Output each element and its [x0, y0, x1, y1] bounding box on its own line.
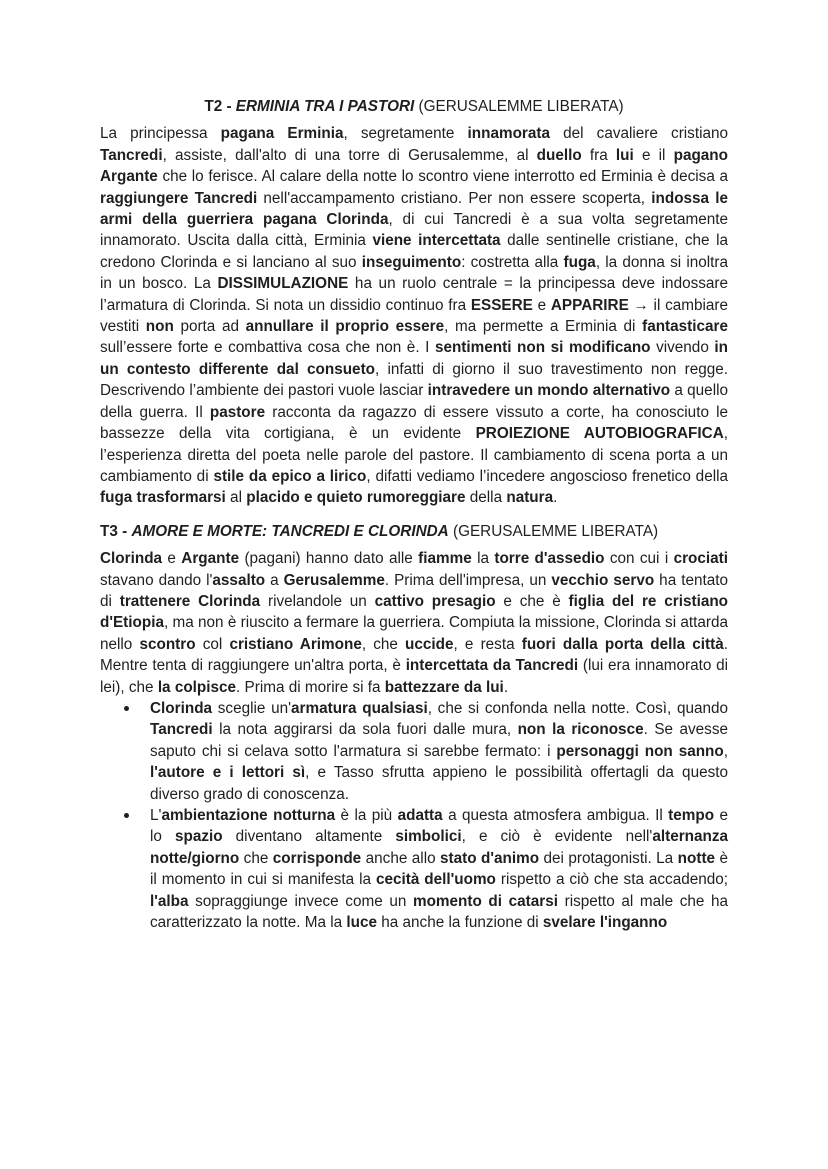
bold-text: svelare l'inganno — [542, 914, 668, 932]
bold-text: Gerusalemme — [283, 571, 385, 589]
text-run: a quello della guerra. Il — [100, 382, 728, 421]
list-item-text — [150, 807, 728, 931]
heading-code: T2 - — [204, 98, 236, 115]
text-run: dalle sentinelle cristiane, che la credono Clorinda e si lanciano al suo — [100, 232, 728, 271]
text-run: porta ad — [173, 318, 246, 336]
bold-text: trattenere Clorinda — [119, 592, 261, 610]
list-item — [100, 698, 728, 805]
text-run: , che si confonda nella notte. Così, quando — [427, 699, 728, 717]
bold-text: lui — [615, 146, 634, 164]
paragraph-t3 — [100, 548, 728, 698]
bold-text: armatura qualsiasi — [291, 699, 428, 717]
text-run: L' — [150, 807, 162, 824]
text-run: rispetto a ciò che sta accadendo; — [495, 871, 728, 889]
bold-text: raggiungere Tancredi — [100, 189, 258, 207]
document-page — [100, 96, 728, 933]
text-run: . — [553, 489, 558, 507]
text-run: vivendo — [650, 339, 715, 357]
text-run: e il — [633, 146, 674, 164]
text-run: e — [162, 550, 182, 568]
bold-text: DISSIMULAZIONE — [217, 275, 349, 293]
bold-text: ESSERE — [470, 296, 533, 314]
bold-text: luce — [346, 914, 378, 932]
bold-text: placido e quieto rumoreggiare — [246, 489, 466, 507]
text-run: (pagani) hanno dato alle — [239, 550, 419, 568]
bold-text: pastore — [209, 403, 266, 421]
text-run: . Prima dell'impresa, un — [384, 571, 552, 589]
text-run: , di cui Tancredi è a sua volta segretamente innamorato. Uscita dalla città, Erminia — [100, 211, 728, 250]
bold-text: non — [145, 318, 174, 336]
text-run: La principessa — [100, 125, 221, 143]
bold-text: indossa le armi della guerriera pagana Clorinda — [100, 189, 729, 229]
bold-text: battezzare da lui — [384, 678, 504, 696]
text-run: , e Tasso sfrutta appieno le possibilità offertagli da questo diverso grado di conoscenza. — [150, 764, 728, 803]
bold-text: personaggi non sanno — [556, 742, 724, 760]
text-run: : costretta alla — [461, 253, 564, 271]
bold-text: Clorinda — [100, 550, 163, 568]
text-run: , segretamente — [343, 125, 468, 143]
text-run: sull’essere forte e combattiva cosa che non è. I — [100, 339, 435, 357]
text-run: , — [723, 742, 728, 760]
text-run: e — [532, 296, 551, 314]
text-run: sceglie un' — [212, 699, 292, 717]
text-run: al — [225, 489, 247, 507]
bold-text: innamorata — [467, 125, 550, 143]
bold-text: fantasticare — [642, 318, 728, 336]
list-item — [100, 805, 728, 933]
bold-text: duello — [536, 146, 582, 164]
bold-text: stile da epico a lirico — [213, 467, 367, 485]
bold-text: vecchio servo — [551, 571, 655, 589]
text-run: (lui era innamorato di lei), che — [100, 657, 729, 696]
bold-text: figlia del re cristiano d'Etiopia — [100, 592, 729, 632]
bold-text: annullare il proprio essere — [245, 318, 445, 336]
paragraph-t2 — [100, 123, 728, 508]
heading-title: AMORE E MORTE: TANCREDI E CLORINDA — [131, 522, 449, 540]
text-run: rispetto al male che ha caratterizzato la notte. Ma la — [150, 892, 728, 932]
text-run: stavano dando l' — [100, 571, 213, 589]
text-run: fra — [581, 146, 616, 164]
bold-text: PROIEZIONE AUTOBIOGRAFICA — [475, 425, 724, 443]
bold-text: notte — [677, 849, 716, 867]
text-run: è la più — [335, 807, 398, 824]
bold-text: non la riconosce — [517, 721, 644, 739]
bold-text: Tancredi — [150, 721, 213, 739]
heading-source: (GERUSALEMME LIBERATA) — [414, 98, 624, 115]
bold-text: fuga — [563, 253, 596, 271]
bold-text: tempo — [668, 807, 715, 824]
bold-text: inseguimento — [361, 253, 462, 271]
bold-text: stato d'animo — [440, 849, 540, 867]
bold-text: simbolici — [395, 828, 462, 846]
text-run: a — [265, 571, 284, 589]
text-run: racconta da ragazzo di essere vissuto a corte, ha conosciuto le bassezze della vita cortigiana, è un evidente — [100, 403, 728, 443]
text-run: . Se avesse saputo chi si celava sotto l'armatura si sarebbe fermato: i — [150, 721, 728, 760]
bold-text: cattivo presagio — [374, 592, 496, 610]
text-run: , la donna si inoltra in un bosco. La — [100, 253, 729, 293]
bold-text: APPARIRE — [550, 296, 629, 314]
text-run: . Mentre tenta di raggiungere un'altra porta, è — [100, 635, 728, 675]
text-run: , assiste, dall'alto di una torre di Gerusalemme, al — [162, 146, 537, 164]
text-run: , ma non è riuscito a fermare la guerriera. Compiuta la missione, Clorinda si attarda nello — [100, 614, 728, 653]
text-run: ha anche la funzione di — [377, 914, 543, 932]
text-run: della — [465, 489, 507, 507]
text-run: che lo ferisce. Al calare della notte lo scontro viene interrotto ed Erminia è decisa a — [157, 168, 728, 186]
text-run: , l’esperienza diretta del poeta nelle parole del pastore. Il cambiamento di scena porta a un cambiamento di — [100, 425, 728, 485]
text-run: , e ciò è evidente nell' — [461, 828, 653, 846]
text-run: e lo — [150, 807, 728, 846]
bold-text: Tancredi — [100, 146, 163, 164]
text-run: e che è — [495, 592, 569, 610]
text-run: sopraggiunge invece come un — [188, 892, 413, 910]
bold-text: viene intercettata — [372, 232, 501, 250]
bold-text: sentimenti non si modificano — [434, 339, 651, 357]
text-run: . — [503, 678, 509, 696]
text-run: è il momento in cui si manifesta la — [150, 849, 729, 889]
bold-text: natura — [506, 489, 554, 507]
text-run: → il cambiare vestiti — [100, 296, 729, 336]
text-run: , infatti di giorno il suo travestimento non regge. Descrivendo l’ambiente dei pastori vuole lasciar — [100, 360, 729, 400]
list-item-text — [150, 700, 728, 803]
text-run: con cui i — [604, 550, 674, 568]
bold-text: cecità dell'uomo — [375, 871, 496, 889]
bold-text: fiamme — [418, 550, 472, 568]
text-run: col — [195, 635, 230, 653]
bold-text: pagano Argante — [100, 146, 728, 186]
bold-text: assalto — [212, 571, 266, 589]
bold-text: la colpisce — [157, 678, 237, 696]
text-run: del cavaliere cristiano — [550, 125, 729, 143]
text-run: dei protagonisti. La — [539, 849, 678, 867]
text-run: la nota aggirarsi da sola fuori dalle mura, — [212, 721, 518, 739]
bold-text: crociati — [673, 550, 728, 568]
bold-text: spazio — [174, 828, 223, 846]
text-run: ha tentato di — [100, 571, 728, 610]
bold-text: adatta — [397, 807, 443, 824]
text-run: , che — [361, 635, 406, 653]
bold-text: torre d'assedio — [494, 550, 605, 568]
text-run: a questa atmosfera ambigua. Il — [442, 807, 669, 824]
bold-text: uccide — [405, 635, 454, 653]
section-heading-t2 — [100, 96, 728, 117]
bold-text: Argante — [181, 550, 240, 568]
bold-text: pagana Erminia — [220, 125, 344, 143]
bold-text: alternanza notte/giorno — [150, 828, 729, 867]
bold-text: fuori dalla porta della città — [521, 635, 724, 653]
bold-text: scontro — [139, 635, 196, 653]
bold-text: Clorinda — [150, 699, 213, 717]
text-run: che — [239, 849, 273, 867]
heading-title: ERMINIA TRA I PASTORI — [235, 98, 415, 115]
bold-text: fuga trasformarsi — [100, 489, 226, 507]
bold-text: corrisponde — [272, 849, 362, 867]
bullet-icon — [124, 706, 129, 711]
bold-text: intercettata da Tancredi — [405, 657, 579, 675]
bold-text: momento di catarsi — [412, 892, 558, 910]
bold-text: intravedere un mondo alternativo — [427, 382, 671, 400]
heading-code: T3 - — [100, 522, 132, 540]
text-run: la — [471, 550, 495, 568]
bullet-icon — [124, 813, 129, 818]
bold-text: cristiano Arimone — [229, 635, 362, 653]
text-run: diventano altamente — [222, 828, 396, 846]
bold-text: in un contesto differente dal consueto — [100, 339, 728, 378]
section-heading-t3 — [100, 521, 728, 542]
text-run: nell'accampamento cristiano. Per non essere scoperta, — [257, 189, 652, 207]
text-run: , ma permette a Erminia di — [444, 318, 643, 336]
bold-text: ambientazione notturna — [161, 807, 336, 824]
bold-text: l'alba — [150, 892, 189, 910]
bold-text: l'autore e i lettori sì — [150, 764, 306, 782]
text-run: anche allo — [361, 849, 441, 867]
heading-source: (GERUSALEMME LIBERATA) — [448, 522, 659, 540]
text-run: , e resta — [453, 635, 522, 653]
text-run: , difatti vediamo l’incedere angoscioso frenetico della — [366, 467, 729, 485]
text-run: rivelandole un — [260, 592, 375, 610]
text-run: . Prima di morire si fa — [236, 678, 385, 696]
text-run: ha un ruolo centrale = la principessa deve indossare l’armatura di Clorinda. Si nota un dissidio continuo fra — [100, 275, 728, 314]
bullet-list — [100, 698, 728, 933]
